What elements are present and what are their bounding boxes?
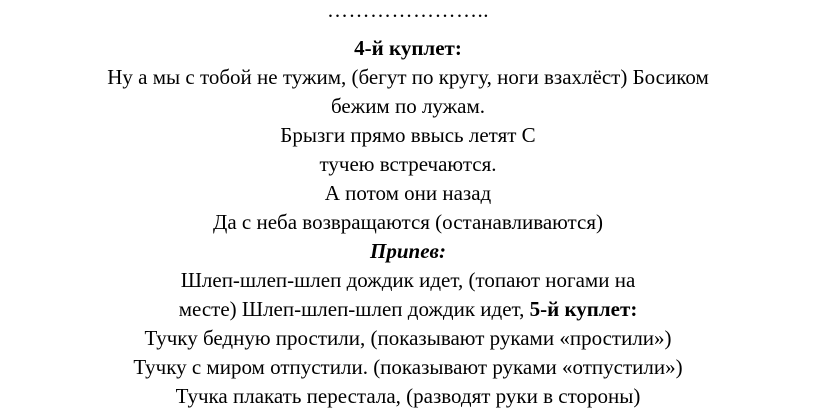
verse-line: Ну а мы с тобой не тужим, (бегут по кругу, ноги взахлёст) Босиком bbox=[107, 65, 709, 89]
verse-4-heading: 4-й куплет: bbox=[354, 36, 462, 60]
verse-line: Да с неба возвращаются (останавливаются) bbox=[213, 210, 603, 234]
chorus-heading: Припев: bbox=[370, 239, 446, 263]
verse-line: Тучка плакать перестала, (разводят руки в стороны) bbox=[175, 384, 641, 408]
verse-5-heading: 5-й куплет: bbox=[529, 297, 638, 321]
verse-line: А потом они назад bbox=[324, 181, 492, 205]
chorus-line-text: месте) Шлеп-шлеп-шлеп дождик идет, bbox=[178, 297, 530, 321]
chorus-line-with-heading bbox=[0, 295, 816, 324]
chorus-line: Шлеп-шлеп-шлеп дождик идет, (топают ногами на bbox=[180, 268, 636, 292]
verse-line: Тучку бедную простили, (показывают руками «простили») bbox=[144, 326, 672, 350]
verse-line: тучею встречаются. bbox=[319, 152, 497, 176]
verse-line: Тучку с миром отпустили. (показывают руками «отпустили») bbox=[133, 355, 683, 379]
ellipsis-separator: ………………….. bbox=[327, 0, 489, 22]
verse-line: Брызги прямо ввысь летят С bbox=[280, 123, 536, 147]
verse-line: бежим по лужам. bbox=[330, 94, 486, 118]
